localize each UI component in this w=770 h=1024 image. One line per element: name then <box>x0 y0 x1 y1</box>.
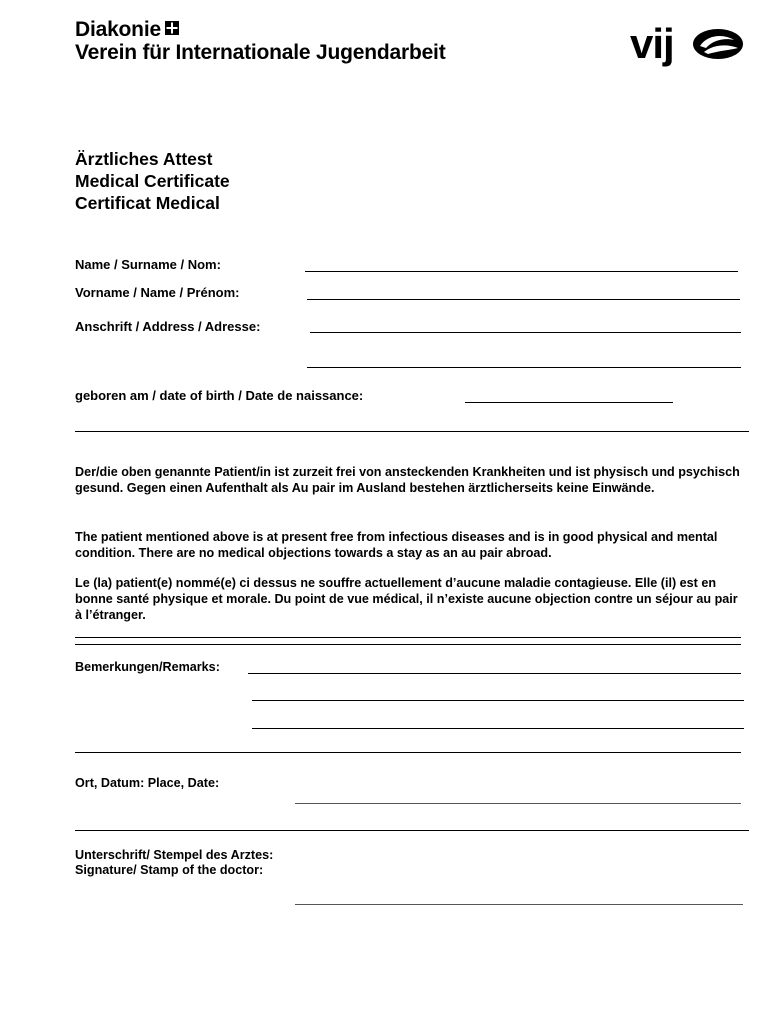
statement-german: Der/die oben genannte Patient/in ist zurzeit frei von ansteckenden Krankheiten und ist physisch und psychisch gesund. Gegen einen Aufenthalt als Au pair im Ausland bestehen ärztlicherseits keine Einwände. <box>75 465 740 495</box>
signature-field-line[interactable] <box>295 904 743 905</box>
name-label: Name / Surname / Nom: <box>75 257 221 272</box>
section-divider-1 <box>75 431 749 432</box>
place-date-label: Ort, Datum: Place, Date: <box>75 776 220 790</box>
remarks-field-line-2[interactable] <box>252 700 744 701</box>
statement-french: Le (la) patient(e) nommé(e) ci dessus ne souffre actuellement d’aucune maladie contagieuse. Elle (il) est en bonne santé physique et morale. Du point de vue médical, il n’existe aucune objection contre un séjour au pair à l’étranger. <box>75 576 738 622</box>
vorname-label: Vorname / Name / Prénom: <box>75 285 240 300</box>
address-label: Anschrift / Address / Adresse: <box>75 319 261 334</box>
statement-english: The patient mentioned above is at present free from infectious diseases and is in good physical and mental condition. There are no medical objections towards a stay as an au pair abroad. <box>75 530 718 560</box>
section-divider-4 <box>75 752 741 753</box>
section-divider-3 <box>75 644 741 645</box>
org-full-name: Verein für Internationale Jugendarbeit <box>75 41 446 64</box>
birth-label: geboren am / date of birth / Date de naissance: <box>75 388 364 403</box>
vij-logo-text: vij <box>630 20 674 67</box>
org-name <box>75 18 179 42</box>
title-german: Ärztliches Attest <box>75 149 213 169</box>
signature-label-english: Signature/ Stamp of the doctor: <box>75 863 264 877</box>
signature-label-german: Unterschrift/ Stempel des Arztes: <box>75 848 274 862</box>
remarks-label: Bemerkungen/Remarks: <box>75 660 220 674</box>
place-date-field-line[interactable] <box>295 803 741 804</box>
address-field-line-1[interactable] <box>310 332 741 333</box>
diakonie-cross-icon <box>165 21 179 35</box>
section-divider-2 <box>75 637 741 638</box>
vij-logo-icon <box>690 26 746 62</box>
section-divider-5 <box>75 830 749 831</box>
address-field-line-2[interactable] <box>307 367 741 368</box>
birth-field-line[interactable] <box>465 402 673 403</box>
remarks-field-line-3[interactable] <box>252 728 744 729</box>
vorname-field-line[interactable] <box>307 299 740 300</box>
title-english: Medical Certificate <box>75 171 230 191</box>
title-french: Certificat Medical <box>75 193 220 213</box>
org-name-text: Diakonie <box>75 18 161 41</box>
remarks-field-line-1[interactable] <box>248 673 741 674</box>
name-field-line[interactable] <box>305 271 738 272</box>
